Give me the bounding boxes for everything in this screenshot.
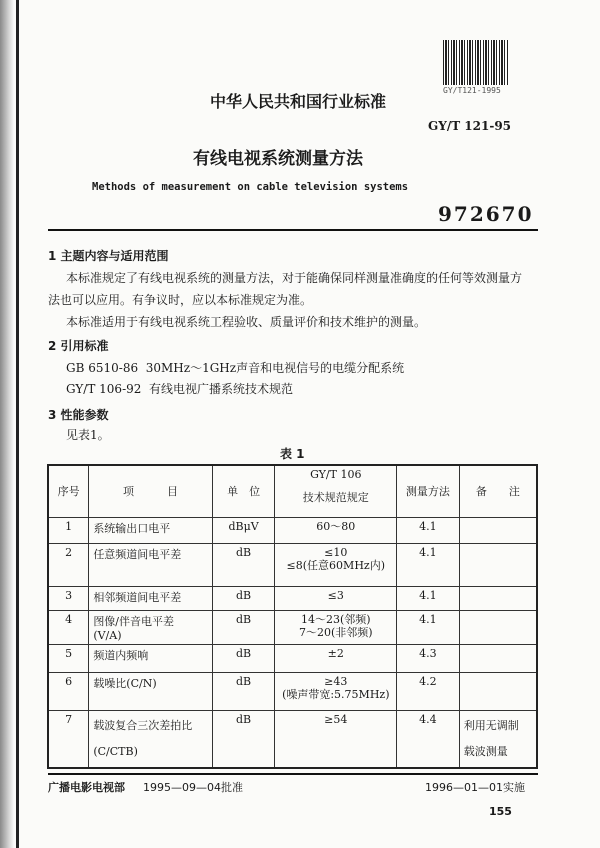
cell-item: 载噪比(C/N) [89, 672, 212, 710]
cell-spec: ≥43 (噪声带宽:5.75MHz) [275, 672, 397, 710]
cell-method: 4.1 [397, 610, 460, 644]
section-2-heading: 2 引用标准 [48, 339, 109, 353]
cell-method: 4.1 [397, 586, 460, 610]
cell-spec: ≤10 ≤8(任意60MHz内) [275, 543, 397, 586]
cell-item: 任意频道间电平差 [89, 543, 212, 586]
cell-item: 载波复合三次差拍比 (C/CTB) [89, 710, 212, 768]
cell-no: 1 [48, 517, 89, 543]
header-note: 备 注 [459, 465, 537, 517]
header-rule [48, 229, 538, 231]
cell-spec: ±2 [275, 644, 397, 672]
cell-item: 系统输出口电平 [89, 517, 212, 543]
parameter-table [47, 464, 538, 769]
section-1-heading: 1 主题内容与适用范围 [48, 249, 169, 263]
barcode [443, 40, 509, 85]
barcode-label: GY/T121-1995 [443, 86, 501, 95]
effective-date: 1996—01—01实施 [425, 781, 525, 794]
cell-unit: dB [212, 644, 275, 672]
section-3-heading: 3 性能参数 [48, 408, 109, 422]
title-en: Methods of measurement on cable television systems [92, 181, 409, 193]
cell-spec: ≥54 [275, 710, 397, 768]
cell-unit: dB [212, 586, 275, 610]
cell-no: 7 [48, 710, 89, 768]
reference-title: 30MHz～1GHz声音和电视信号的电缆分配系统 [145, 361, 405, 375]
reference-code: GB 6510-86 [66, 361, 139, 375]
table-row [48, 644, 537, 672]
cell-note [459, 610, 537, 644]
table-row [48, 517, 537, 543]
cell-note [459, 543, 537, 586]
header-spec: GY/T 106 技术规范规定 [275, 465, 397, 517]
cell-method: 4.1 [397, 543, 460, 586]
cell-no: 2 [48, 543, 89, 586]
table-row [48, 610, 537, 644]
cell-method: 4.4 [397, 710, 460, 768]
page-number: 155 [489, 805, 512, 818]
cell-no: 6 [48, 672, 89, 710]
cell-unit: dB [212, 610, 275, 644]
cell-method: 4.1 [397, 517, 460, 543]
issuer: 广播电影电视部 [48, 781, 125, 794]
org-title: 中华人民共和国行业标准 [210, 92, 387, 111]
cell-method: 4.2 [397, 672, 460, 710]
cell-method: 4.3 [397, 644, 460, 672]
cell-item: 图像/伴音电平差 (V/A) [89, 610, 212, 644]
cell-unit: dB [212, 543, 275, 586]
approval-date: 1995—09—04批准 [143, 781, 243, 794]
table-row [48, 710, 537, 768]
cell-unit: dB [212, 710, 275, 768]
cell-no: 4 [48, 610, 89, 644]
header-item: 项 目 [89, 465, 212, 517]
cell-note: 利用无调制 载波测量 [459, 710, 537, 768]
table-row [48, 586, 537, 610]
cell-unit: dBμV [212, 517, 275, 543]
reference-title: 有线电视广播系统技术规范 [149, 382, 294, 396]
cell-item: 相邻频道间电平差 [89, 586, 212, 610]
header-no: 序号 [48, 465, 89, 517]
cell-spec: 14～23(邻频) 7～20(非邻频) [275, 610, 397, 644]
scan-edge [0, 0, 14, 848]
standard-number: GY/T 121-95 [428, 119, 512, 133]
header-method: 测量方法 [397, 465, 460, 517]
reference-item [66, 380, 293, 397]
paragraph: 见表1。 [66, 428, 110, 442]
cell-note [459, 586, 537, 610]
footer-rule [48, 773, 538, 775]
reference-item [66, 359, 404, 376]
cell-item: 频道内频响 [89, 644, 212, 672]
cell-spec: 60～80 [275, 517, 397, 543]
cell-note [459, 672, 537, 710]
title-cn: 有线电视系统测量方法 [193, 149, 363, 169]
cell-note [459, 644, 537, 672]
paragraph: 法也可以应用。有争议时，应以本标准规定为准。 [48, 293, 313, 307]
cell-unit: dB [212, 672, 275, 710]
cell-spec: ≤3 [275, 586, 397, 610]
cell-note [459, 517, 537, 543]
table-caption: 表 1 [280, 447, 305, 461]
paragraph: 本标准规定了有线电视系统的测量方法，对于能确保同样测量准确度的任何等效测量方 [66, 271, 523, 285]
header-unit: 单 位 [212, 465, 275, 517]
cell-no: 3 [48, 586, 89, 610]
table-row [48, 543, 537, 586]
serial-number: 972670 [438, 202, 534, 226]
scan-edge-line [16, 0, 19, 848]
reference-code: GY/T 106-92 [66, 382, 142, 396]
table-row [48, 672, 537, 710]
paragraph: 本标准适用于有线电视系统工程验收、质量评价和技术维护的测量。 [66, 315, 427, 329]
table-header-row [48, 465, 537, 517]
cell-no: 5 [48, 644, 89, 672]
